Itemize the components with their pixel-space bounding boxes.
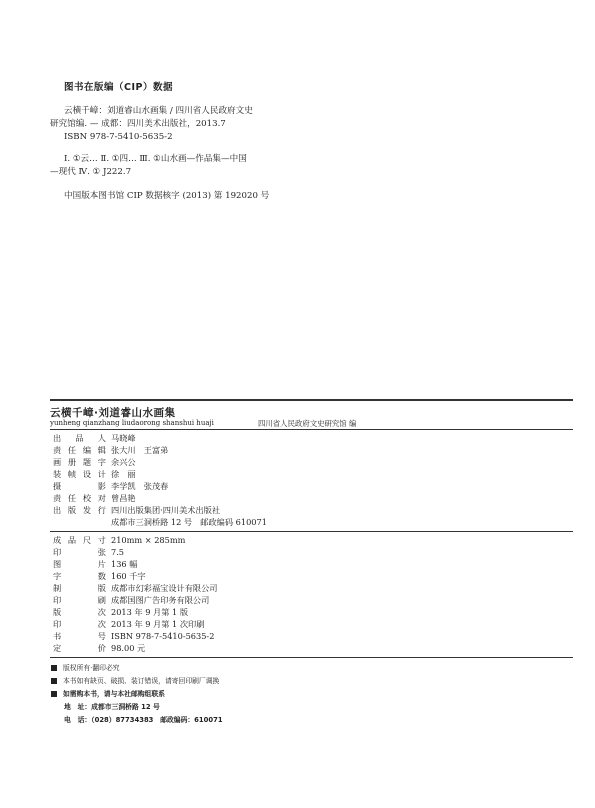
spec-label: 成品尺寸 [53,535,106,545]
credit-row [53,445,169,456]
spec-value: 160 千字 [111,571,146,581]
spec-label: 图片 [53,559,106,569]
spec-label: 印次 [53,619,106,629]
square-bullet-icon [51,691,57,697]
note-defects: 本书如有缺页、破损、装订错误，请寄回印刷厂调换 [51,675,219,685]
credit-value: 张大川 王富弟 [111,445,169,455]
square-bullet-icon [51,678,57,684]
spec-label: 制版 [53,583,106,593]
cip-line: Ⅰ. ①云… Ⅱ. ①四… Ⅲ. ①山水画—作品集—中国 [64,154,247,164]
cip-isbn: ISBN 978-7-5410-5635-2 [64,132,173,142]
spec-label: 书号 [53,631,106,641]
cip-line: 云横千嶂：刘道睿山水画集 / 四川省人民政府文史 [64,106,253,116]
spec-row [53,595,210,606]
credit-value: 余兴公 [111,457,136,467]
spec-label: 印刷 [53,595,106,605]
spec-value: 98.00 元 [111,643,146,653]
credit-row [53,505,221,516]
credit-row [53,517,267,528]
credit-row [53,481,169,492]
spec-row [53,583,218,594]
cip-line: 研究馆编. — 成都：四川美术出版社，2013.7 [50,119,226,129]
credit-label: 出品人 [53,433,106,443]
spec-value: 136 幅 [111,559,138,569]
note-purchase: 如需购本书，请与本社邮购组联系 [51,688,165,698]
credit-label: 装帧设计 [53,469,106,479]
credit-row [53,457,136,468]
note-copyright: 版权所有·翻印必究 [51,662,120,672]
credit-label: 出版发行 [53,505,106,515]
credit-label: 责任编辑 [53,445,106,455]
cip-title: 图书在版编（CIP）数据 [64,82,173,93]
spec-row [53,607,189,618]
square-bullet-icon [51,665,57,671]
credit-value: 徐 丽 [111,469,136,479]
credit-row [53,469,136,480]
spec-value: 2013 年 9 月第 1 版 [111,607,189,617]
cip-line: —现代 Ⅳ. ① J222.7 [50,167,132,177]
credit-label: 责任校对 [53,493,106,503]
credit-value: 四川出版集团·四川美术出版社 [111,505,221,515]
spec-value: 7.5 [111,547,125,557]
spec-row [53,571,146,582]
contact-phone: 电 话：（028）87734383 邮政编码：610071 [64,716,223,724]
specs-divider [50,657,573,658]
spec-row [53,547,125,558]
top-divider [50,399,573,401]
credit-value: 成都市三洞桥路 12 号 邮政编码 610071 [111,517,267,527]
credit-row [53,433,136,444]
credits-divider [50,531,573,532]
spec-value: 成都国图广告印务有限公司 [111,595,210,605]
spec-label: 印张 [53,547,106,557]
spec-label: 字数 [53,571,106,581]
spec-value: ISBN 978-7-5410-5635-2 [111,631,215,641]
cip-record-number: 中国版本图书馆 CIP 数据核字 (2013) 第 192020 号 [64,191,270,201]
spec-label: 定价 [53,643,106,653]
credit-value: 曾昌艳 [111,493,136,503]
spec-value: 成都市幻彩福宝设计有限公司 [111,583,218,593]
credit-value: 马晓峰 [111,433,136,443]
spec-label: 版次 [53,607,106,617]
spec-row [53,535,186,546]
spec-value: 210mm × 285mm [111,535,186,545]
contact-address: 地 址：成都市三洞桥路 12 号 [64,703,160,711]
spec-row [53,643,146,654]
spec-row [53,559,138,570]
credit-label: 摄影 [53,481,106,491]
spec-row [53,619,205,630]
spec-value: 2013 年 9 月第 1 次印刷 [111,619,205,629]
book-title: 云横千嶂·刘道睿山水画集 [50,407,176,419]
credit-row [53,493,136,504]
credit-label: 画册题字 [53,457,106,467]
book-pinyin: yunheng qianzhang liudaorong shanshui huaji [50,419,214,427]
credit-value: 李学凯 张茂春 [111,481,169,491]
title-divider [50,429,573,430]
spec-row [53,631,215,642]
book-editor: 四川省人民政府文史研究馆 编 [258,419,357,428]
